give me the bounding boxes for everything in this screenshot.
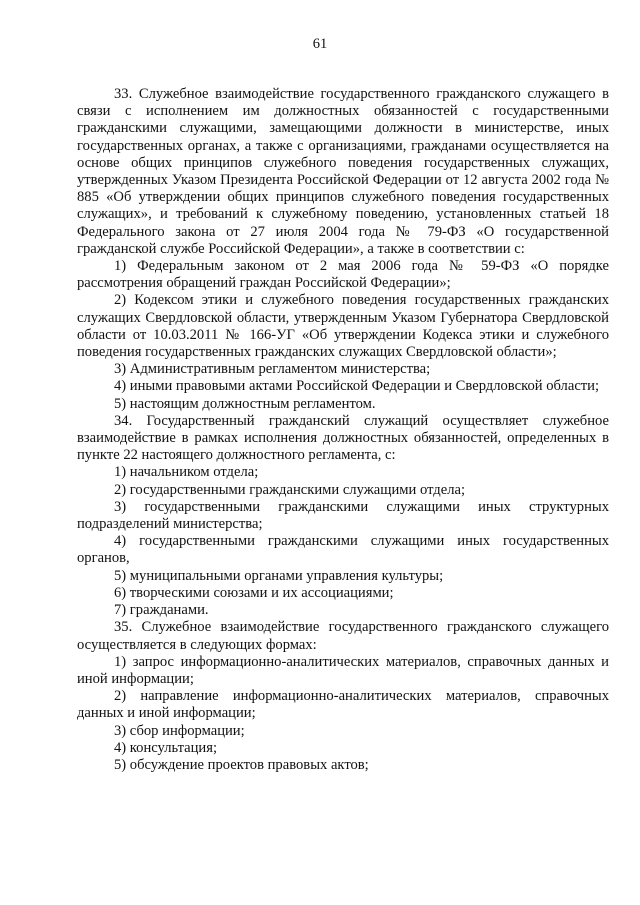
list-item-35-2: 2) направление информационно-аналитических материалов, справочных данных и иной информации; (77, 688, 609, 722)
list-item-35-5: 5) обсуждение проектов правовых актов; (114, 756, 369, 773)
list-item-34-1: 1) начальником отдела; (114, 464, 259, 481)
list-item-34-7: 7) гражданами. (114, 602, 209, 619)
list-item-33-3: 3) Административным регламентом министерства; (114, 361, 431, 378)
list-item-34-6: 6) творческими союзами и их ассоциациями; (114, 584, 394, 601)
list-item-35-4: 4) консультация; (114, 739, 218, 756)
list-item-34-3: 3) государственными гражданскими служащими иных структурных подразделений министерства; (77, 498, 609, 533)
list-item-34-4: 4) государственными гражданскими служащими иных государственных органов, (77, 533, 609, 567)
paragraph-33: 33. Служебное взаимодействие государственного гражданского служащего в связи с исполнением им должностных обязанностей с государственными гражданскими служащими, замещающими должности в министерстве, иных государственных органах, а также с организациями, гражданами осуществляется на основе общих принципов служебного поведения государственных служащих, утвержденных Указом Президента Российской Федерации от 12 августа 2002 года № 885 «Об утверждении общих принципов служебного поведения государственных служащих», и требований к служебному поведению, установленных статьей 18 Федерального закона от 27 июля 2004 года № 79-ФЗ «О государственной гражданской службе Российской Федерации», а также в соответствии с: (77, 86, 609, 257)
list-item-35-3: 3) сбор информации; (114, 722, 245, 739)
list-item-34-2: 2) государственными гражданскими служащими отдела; (114, 481, 466, 498)
paragraph-35: 35. Служебное взаимодействие государственного гражданского служащего осуществляется в следующих формах: (77, 619, 609, 653)
list-item-33-2: 2) Кодексом этики и служебного поведения государственных гражданских служащих Свердловской области, утвержденным Указом Губернатора Свердловской области от 10.03.2011 № 166-УГ «Об утверждении Кодекса этики и служебного поведения государственных гражданских служащих Свердловской области»; (77, 292, 609, 361)
list-item-33-1: 1) Федеральным законом от 2 мая 2006 года № 59-ФЗ «О порядке рассмотрения обращений граждан Российской Федерации»; (77, 258, 609, 292)
list-item-35-1: 1) запрос информационно-аналитических материалов, справочных данных и иной информации; (77, 653, 609, 687)
list-item-34-5: 5) муниципальными органами управления культуры; (114, 567, 444, 584)
list-item-33-4: 4) иными правовыми актами Российской Федерации и Свердловской области; (114, 378, 600, 395)
paragraph-34: 34. Государственный гражданский служащий осуществляет служебное взаимодействие в рамках исполнения должностных обязанностей, определенных в пункте 22 настоящего должностного регламента, с: (77, 412, 609, 464)
page-number: 61 (312, 36, 328, 52)
list-item-33-5: 5) настоящим должностным регламентом. (114, 395, 376, 412)
document-body (77, 86, 609, 774)
